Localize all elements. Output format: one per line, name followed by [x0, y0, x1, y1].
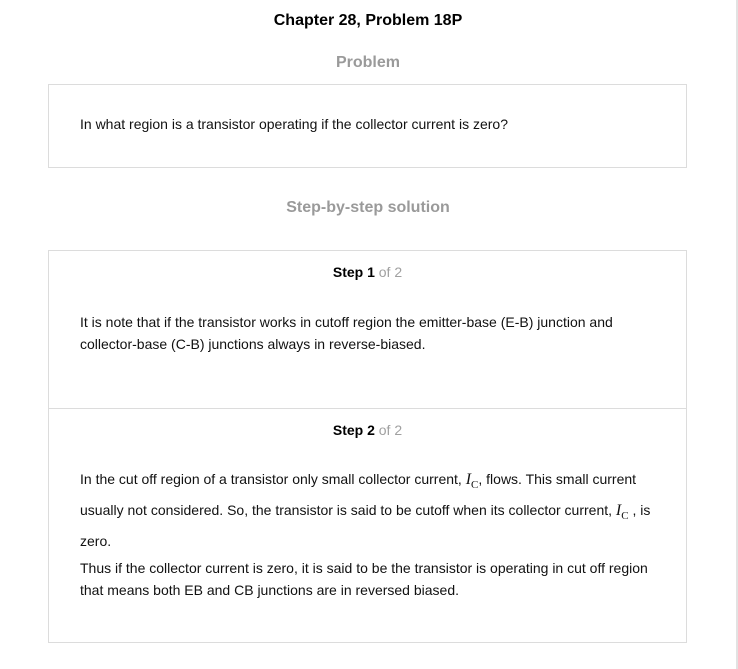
collector-current-symbol: [465, 471, 479, 492]
step-1-label: [49, 264, 686, 280]
solution-steps-box: [48, 250, 687, 643]
symbol-c-subscript: C: [471, 479, 479, 492]
solution-heading: Step-by-step solution: [286, 199, 450, 216]
step-1-number: Step 1: [332, 264, 375, 280]
step-2-paragraph-1: [80, 467, 660, 554]
symbol-c-subscript-2: C: [621, 510, 629, 523]
step-2-para1-part-c: , is zero.: [80, 502, 651, 550]
symbol-i: I: [465, 471, 472, 488]
step-2: [49, 408, 686, 643]
page-title: Chapter 28, Problem 18P: [273, 12, 463, 29]
step-2-body: [80, 467, 660, 601]
step-2-para1-part-b: , flows. This small current usually not considered. So, the transistor is said to be cutoff when its collector current,: [80, 471, 637, 519]
step-1: [49, 251, 686, 408]
symbol-i-2: I: [615, 502, 622, 520]
step-2-para1-part-a: In the cut off region of a transistor only small collector current,: [80, 471, 466, 487]
step-1-paragraph: It is note that if the transistor works in cutoff region the emitter-base (E-B) junction and collector-base (C-B) junctions always in reverse-biased.: [80, 314, 613, 352]
problem-text: In what region is a transistor operating if the collector current is zero?: [80, 116, 508, 132]
problem-box: [48, 84, 687, 168]
step-2-of-total: of 2: [374, 422, 403, 438]
step-1-body: [80, 311, 660, 355]
step-2-number: Step 2: [332, 422, 375, 438]
step-1-of-total: of 2: [374, 264, 403, 280]
step-2-paragraph-2: Thus if the collector current is zero, it is said to be the transistor is operating in cut off region that means both EB and CB junctions are in reversed biased.: [80, 560, 648, 599]
collector-current-symbol-2: [615, 502, 629, 523]
step-2-label: [49, 422, 686, 438]
problem-heading: Problem: [335, 54, 400, 71]
